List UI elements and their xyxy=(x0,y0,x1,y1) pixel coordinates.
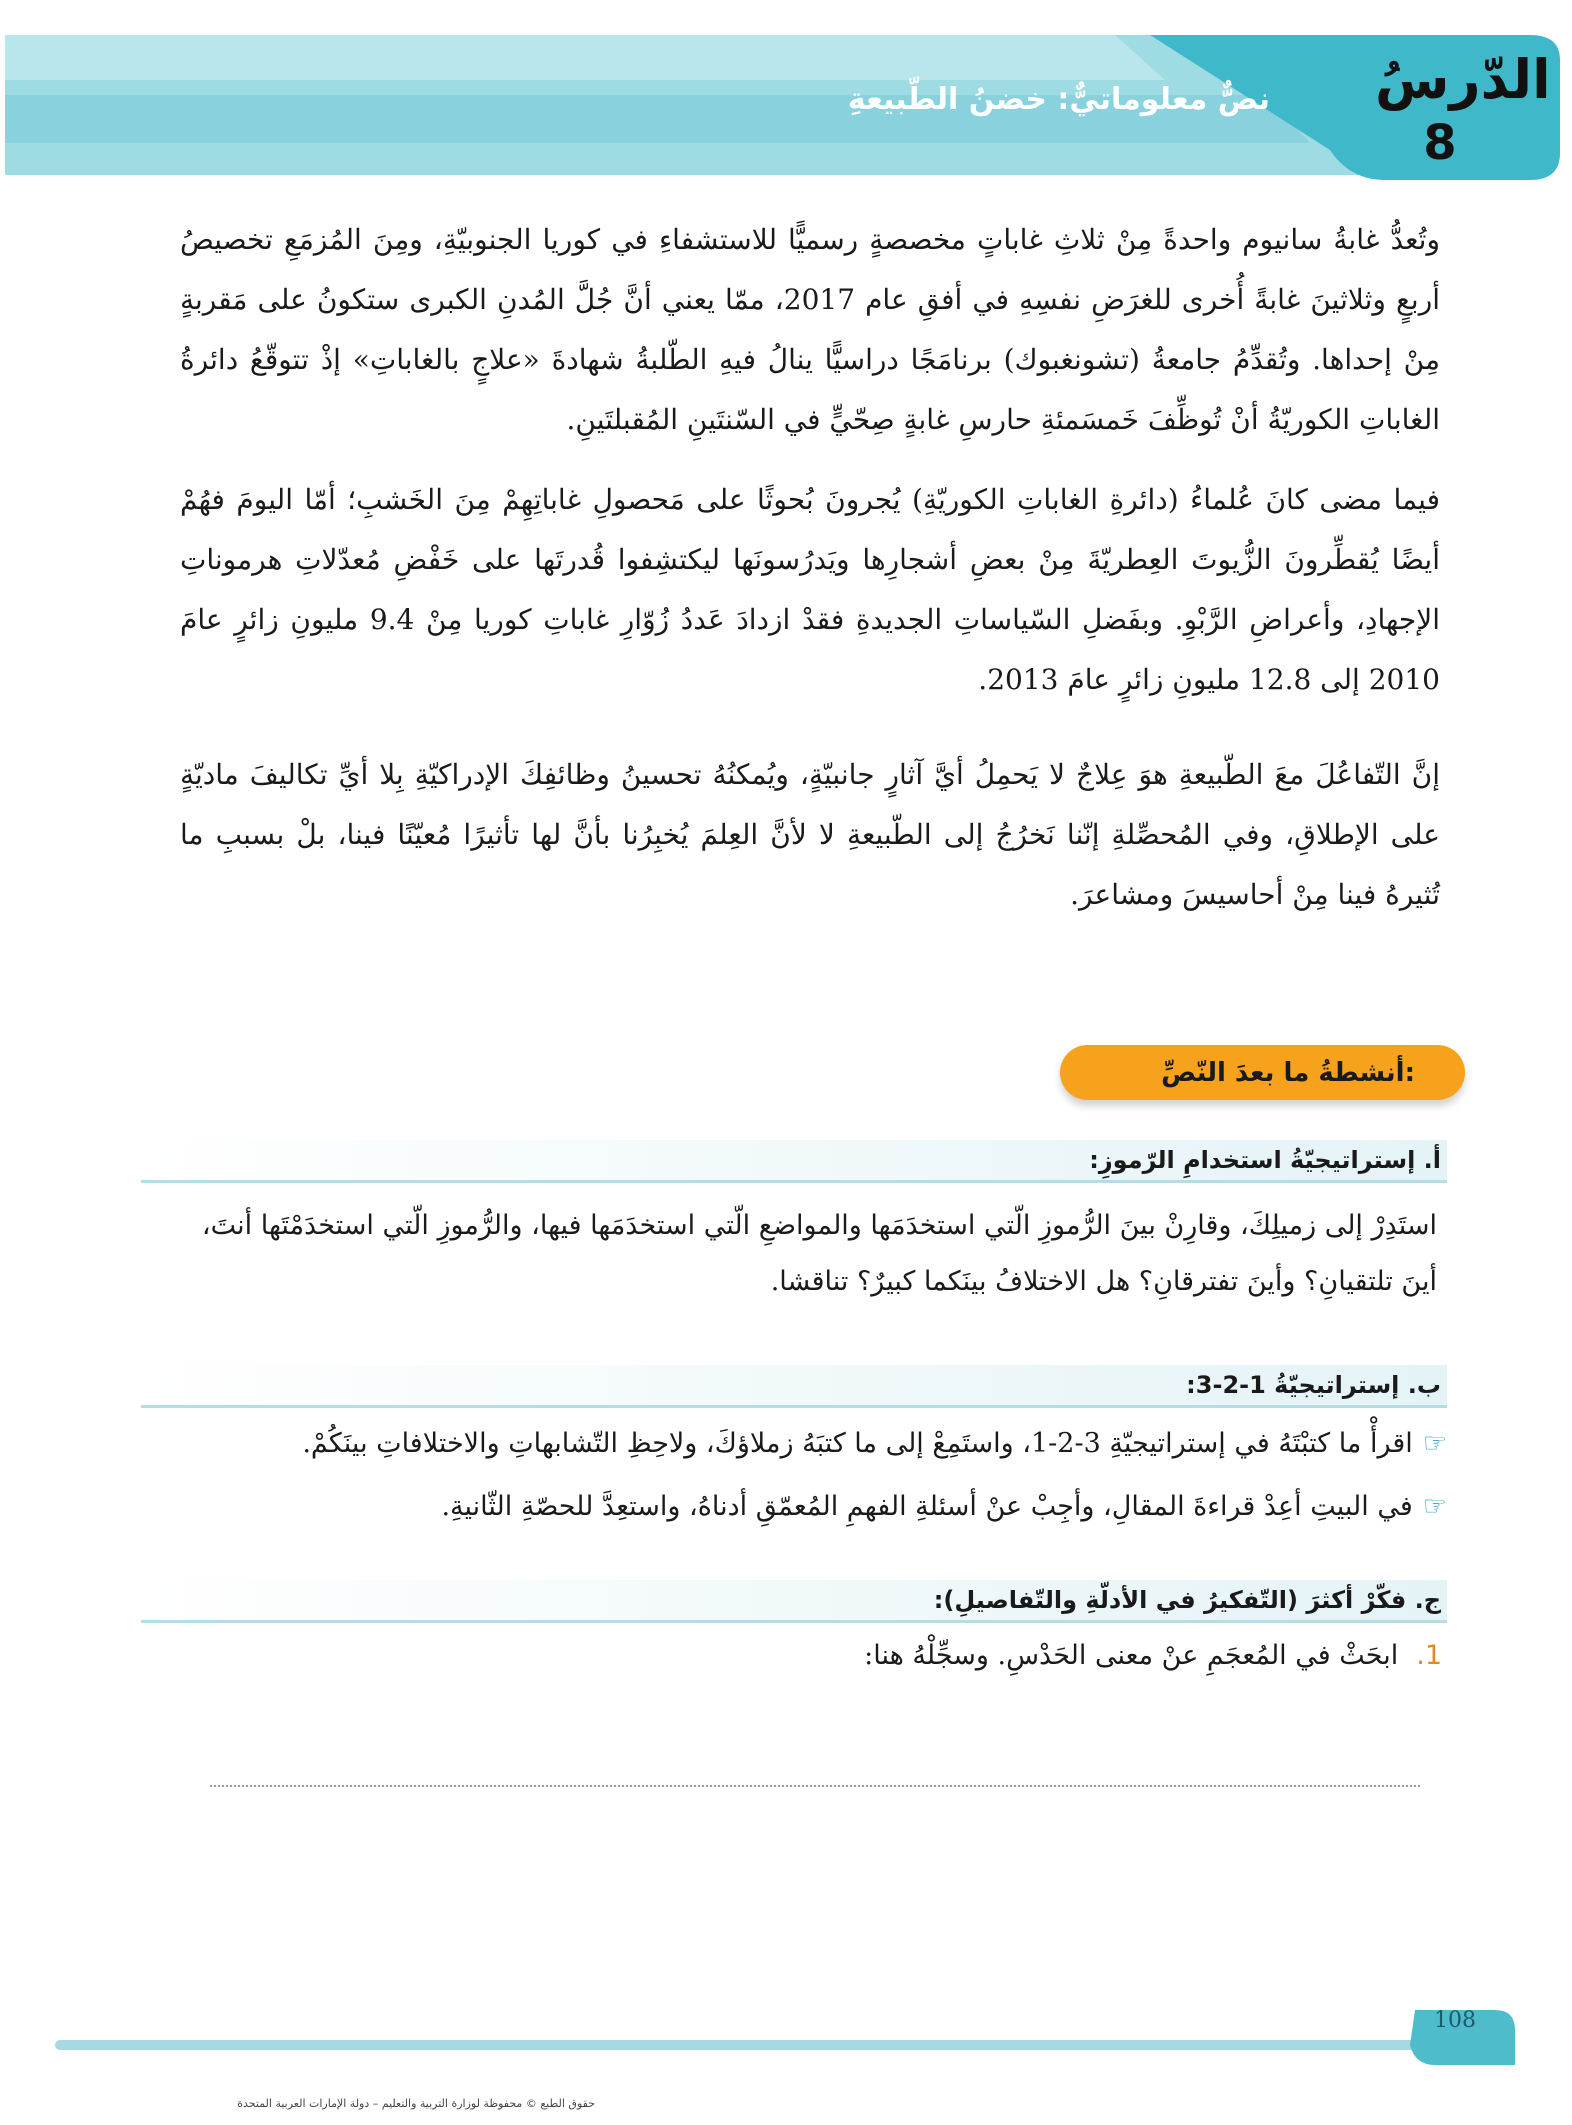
footer-rule xyxy=(55,2040,1450,2050)
question-1 xyxy=(864,1640,1442,1671)
copyright-notice: حقوق الطبع © محفوظة لوزارة التربية والتعليم – دولة الإمارات العربية المتحدة xyxy=(237,2097,595,2110)
section-a-heading: أ. إستراتيجيّةُ استخدامِ الرّموزِ: xyxy=(141,1140,1447,1183)
hand-pointer-icon: ☞ xyxy=(1422,1428,1447,1459)
activities-title-pill xyxy=(1060,1045,1465,1100)
question-1-number: 1. xyxy=(1416,1640,1442,1671)
question-1-text: ابحَثْ في المُعجَمِ عنْ معنى الحَدْسِ. وسجِّلْهُ هنا: xyxy=(864,1640,1399,1671)
section-b-heading: ب. إستراتيجيّةُ 1-2-3: xyxy=(141,1365,1447,1408)
section-b-bullet-1-text: اقرأْ ما كتبْتَهُ في إستراتيجيّةِ 3-2-1، واستَمِعْ إلى ما كتبَهُ زملاؤكَ، ولاحِظِ التّشابهاتِ والاختلافاتِ بينَكُمْ. xyxy=(302,1428,1413,1459)
page-number: 108 xyxy=(1434,2008,1476,2033)
hand-pointer-icon: ☞ xyxy=(1422,1491,1447,1522)
section-a-text: استَدِرْ إلى زميلِكَ، وقارِنْ بينَ الرُّموزِ الّتي استخدَمَها والمواضعِ الّتي استخدَمَها فيها، والرُّموزِ الّتي استخدَمْتَها أنتَ، أينَ تلتقيانِ؟ وأينَ تفترقانِ؟ هل الاختلافُ بينَكما كبيرٌ؟ تناقشا. xyxy=(201,1210,1437,1297)
lesson-number: 8 xyxy=(1423,115,1457,171)
answer-line[interactable] xyxy=(210,1785,1420,1787)
reading-paragraph-3: إنَّ التّفاعُلَ معَ الطّبيعةِ هوَ عِلاجٌ لا يَحمِلُ أيَّ آثارٍ جانبيّةٍ، ويُمكنُهُ تحسينُ وظائفِكَ الإدراكيّةِ بِلا أيِّ تكاليفَ ماديّةٍ على الإطلاقِ، وفي المُحصِّلةِ إنّنا نَخرُجُ إلى الطّبيعةِ لا لأنَّ العِلمَ يُخبِرُنا بأنَّ لها تأثيرًا مُعيّنًا فينا، بلْ بسببِ ما تُثيرهُ فينا مِنْ أحاسيسَ ومشاعرَ. xyxy=(180,758,1440,911)
reading-paragraph-1: وتُعدُّ غابةُ سانيوم واحدةً مِنْ ثلاثِ غاباتٍ مخصصةٍ رسميًّا للاستشفاءِ في كوريا الجنوبيّةِ، ومِنَ المُزمَعِ تخصيصُ أربعٍ وثلاثينَ غابةً أُخرى للغرَضِ نفسِهِ في أفقِ عام 2017، ممّا يعني أنَّ جُلَّ المُدنِ الكبرى ستكونُ على مَقربةٍ مِنْ إحداها. وتُقدِّمُ جامعةُ (تشونغبوك) برنامَجًا دراسيًّا ينالُ فيهِ الطّلبةُ شهادةَ «علاجٍ بالغاباتِ» إذْ تتوقّعُ دائرةُ الغاباتِ الكوريّةُ أنْ تُوظِّفَ خَمسَمئةِ حارسِ غابةٍ صِحّيٍّ في السّنتَينِ المُقبلتَينِ. xyxy=(180,223,1440,436)
footer-band xyxy=(55,1985,1515,2065)
section-b-bullet-2-text: في البيتِ أعِدْ قراءةَ المقالِ، وأجِبْ عنْ أسئلةِ الفهمِ المُعمّقِ أدناهُ، واستعِدَّ للحصّةِ الثّانيةِ. xyxy=(441,1491,1413,1522)
header-band-mid xyxy=(5,35,1165,80)
section-c-heading: ج. فكّرْ أكثرَ (التّفكيرُ في الأدلّةِ والتّفاصيلِ): xyxy=(141,1580,1447,1623)
lesson-label: الدّرسُ xyxy=(1375,48,1551,111)
activities-title: أنشطةُ ما بعدَ النّصِّ: xyxy=(1161,1058,1415,1088)
lesson-title: نصٌّ معلوماتيٌّ: خضنُ الطّبيعةِ xyxy=(847,82,1270,117)
section-b-bullet-1 xyxy=(147,1422,1447,1466)
reading-paragraph-2: فيما مضى كانَ عُلماءُ (دائرةِ الغاباتِ الكوريّةِ) يُجرونَ بُحوثًا على مَحصولِ غاباتِهِمْ مِنَ الخَشبِ؛ أمّا اليومَ فهُمْ أيضًا يُقطِّرونَ الزُّيوتَ العِطريّةَ مِنْ بعضِ أشجارِها ويَدرُسونَها ليكتشِفوا قُدرتَها على خَفْضِ مُعدّلاتِ هرموناتِ الإجهادِ، وأعراضِ الرَّبْوِ. وبفَضلِ السّياساتِ الجديدةِ فقدْ ازدادَ عَددُ زُوّارِ غاباتِ كوريا مِنْ 9.4 مليونِ زائرٍ عامَ 2010 إلى 12.8 مليونِ زائرٍ عامَ 2013. xyxy=(180,483,1440,696)
section-b-bullet-2 xyxy=(147,1485,1447,1529)
